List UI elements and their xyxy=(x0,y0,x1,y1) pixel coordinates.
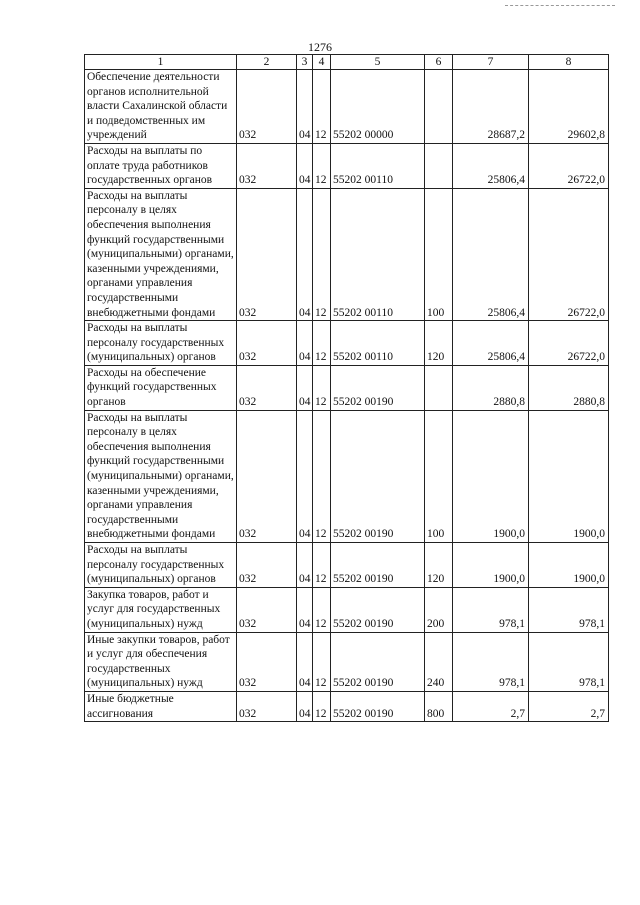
value-cell-2: 032 xyxy=(237,188,297,320)
value-cell-8: 26722,0 xyxy=(529,143,609,188)
row-name-cell: Иные бюджетные ассигнования xyxy=(85,691,237,721)
value-cell-7: 1900,0 xyxy=(453,543,529,588)
value-cell-6: 200 xyxy=(425,587,453,632)
value-cell-2: 032 xyxy=(237,632,297,691)
value-cell-7: 2,7 xyxy=(453,691,529,721)
value-cell-4: 12 xyxy=(313,188,331,320)
value-cell-6: 120 xyxy=(425,543,453,588)
row-name-cell: Расходы на выплаты персоналу в целях обеспечения выполнения функций государственными (муниципальными) органами, казенными учреждениями, органами управления государственными внебюджетными фондами xyxy=(85,410,237,542)
value-cell-6: 800 xyxy=(425,691,453,721)
value-cell-5: 55202 00190 xyxy=(331,410,425,542)
row-name-cell: Расходы на выплаты персоналу в целях обеспечения выполнения функций государственными (муниципальными) органами, казенными учреждениями, органами управления государственными внебюджетными фондами xyxy=(85,188,237,320)
value-cell-3: 04 xyxy=(297,632,313,691)
value-cell-3: 04 xyxy=(297,70,313,144)
value-cell-5: 55202 00190 xyxy=(331,365,425,410)
value-cell-4: 12 xyxy=(313,70,331,144)
value-cell-7: 28687,2 xyxy=(453,70,529,144)
value-cell-2: 032 xyxy=(237,365,297,410)
header-cell: 6 xyxy=(425,55,453,70)
value-cell-6: 240 xyxy=(425,632,453,691)
value-cell-3: 04 xyxy=(297,410,313,542)
row-name-cell: Расходы на выплаты по оплате труда работников государственных органов xyxy=(85,143,237,188)
value-cell-6 xyxy=(425,143,453,188)
value-cell-7: 25806,4 xyxy=(453,321,529,366)
table-row xyxy=(85,365,609,410)
page-number: 1276 xyxy=(308,40,332,54)
value-cell-4: 12 xyxy=(313,632,331,691)
value-cell-6: 120 xyxy=(425,321,453,366)
value-cell-8: 29602,8 xyxy=(529,70,609,144)
row-name-cell: Расходы на выплаты персоналу государственных (муниципальных) органов xyxy=(85,543,237,588)
value-cell-3: 04 xyxy=(297,587,313,632)
value-cell-5: 55202 00190 xyxy=(331,543,425,588)
header-cell: 4 xyxy=(313,55,331,70)
value-cell-7: 1900,0 xyxy=(453,410,529,542)
value-cell-7: 25806,4 xyxy=(453,143,529,188)
value-cell-3: 04 xyxy=(297,321,313,366)
value-cell-4: 12 xyxy=(313,691,331,721)
value-cell-7: 978,1 xyxy=(453,632,529,691)
table-row xyxy=(85,70,609,144)
value-cell-7: 2880,8 xyxy=(453,365,529,410)
header-cell: 5 xyxy=(331,55,425,70)
table-row xyxy=(85,143,609,188)
value-cell-2: 032 xyxy=(237,143,297,188)
table-row xyxy=(85,321,609,366)
value-cell-6: 100 xyxy=(425,410,453,542)
header-cell: 1 xyxy=(85,55,237,70)
value-cell-5: 55202 00190 xyxy=(331,632,425,691)
value-cell-8: 1900,0 xyxy=(529,410,609,542)
value-cell-8: 1900,0 xyxy=(529,543,609,588)
value-cell-4: 12 xyxy=(313,543,331,588)
value-cell-8: 2880,8 xyxy=(529,365,609,410)
value-cell-5: 55202 00110 xyxy=(331,321,425,366)
value-cell-3: 04 xyxy=(297,188,313,320)
header-cell: 7 xyxy=(453,55,529,70)
value-cell-6: 100 xyxy=(425,188,453,320)
value-cell-6 xyxy=(425,365,453,410)
value-cell-2: 032 xyxy=(237,70,297,144)
value-cell-4: 12 xyxy=(313,321,331,366)
row-name-cell: Расходы на обеспечение функций государственных органов xyxy=(85,365,237,410)
header-cell: 8 xyxy=(529,55,609,70)
budget-table xyxy=(84,54,609,722)
value-cell-3: 04 xyxy=(297,365,313,410)
value-cell-5: 55202 00000 xyxy=(331,70,425,144)
value-cell-2: 032 xyxy=(237,587,297,632)
table-row xyxy=(85,410,609,542)
value-cell-8: 978,1 xyxy=(529,587,609,632)
table-row xyxy=(85,587,609,632)
value-cell-4: 12 xyxy=(313,410,331,542)
value-cell-5: 55202 00190 xyxy=(331,587,425,632)
value-cell-3: 04 xyxy=(297,143,313,188)
value-cell-4: 12 xyxy=(313,365,331,410)
table-row xyxy=(85,543,609,588)
scan-artifact xyxy=(505,5,615,8)
value-cell-8: 978,1 xyxy=(529,632,609,691)
value-cell-2: 032 xyxy=(237,691,297,721)
value-cell-8: 26722,0 xyxy=(529,188,609,320)
row-name-cell: Расходы на выплаты персоналу государственных (муниципальных) органов xyxy=(85,321,237,366)
row-name-cell: Обеспечение деятельности органов исполнительной власти Сахалинской области и подведомственных им учреждений xyxy=(85,70,237,144)
value-cell-2: 032 xyxy=(237,543,297,588)
row-name-cell: Иные закупки товаров, работ и услуг для обеспечения государственных (муниципальных) нужд xyxy=(85,632,237,691)
value-cell-3: 04 xyxy=(297,543,313,588)
value-cell-2: 032 xyxy=(237,321,297,366)
value-cell-7: 25806,4 xyxy=(453,188,529,320)
value-cell-8: 2,7 xyxy=(529,691,609,721)
value-cell-5: 55202 00110 xyxy=(331,143,425,188)
table-row xyxy=(85,691,609,721)
header-cell: 2 xyxy=(237,55,297,70)
value-cell-5: 55202 00190 xyxy=(331,691,425,721)
value-cell-7: 978,1 xyxy=(453,587,529,632)
value-cell-6 xyxy=(425,70,453,144)
value-cell-8: 26722,0 xyxy=(529,321,609,366)
value-cell-3: 04 xyxy=(297,691,313,721)
row-name-cell: Закупка товаров, работ и услуг для государственных (муниципальных) нужд xyxy=(85,587,237,632)
table-row xyxy=(85,188,609,320)
value-cell-5: 55202 00110 xyxy=(331,188,425,320)
table-row xyxy=(85,632,609,691)
value-cell-2: 032 xyxy=(237,410,297,542)
value-cell-4: 12 xyxy=(313,587,331,632)
header-cell: 3 xyxy=(297,55,313,70)
header-row xyxy=(85,55,609,70)
value-cell-4: 12 xyxy=(313,143,331,188)
